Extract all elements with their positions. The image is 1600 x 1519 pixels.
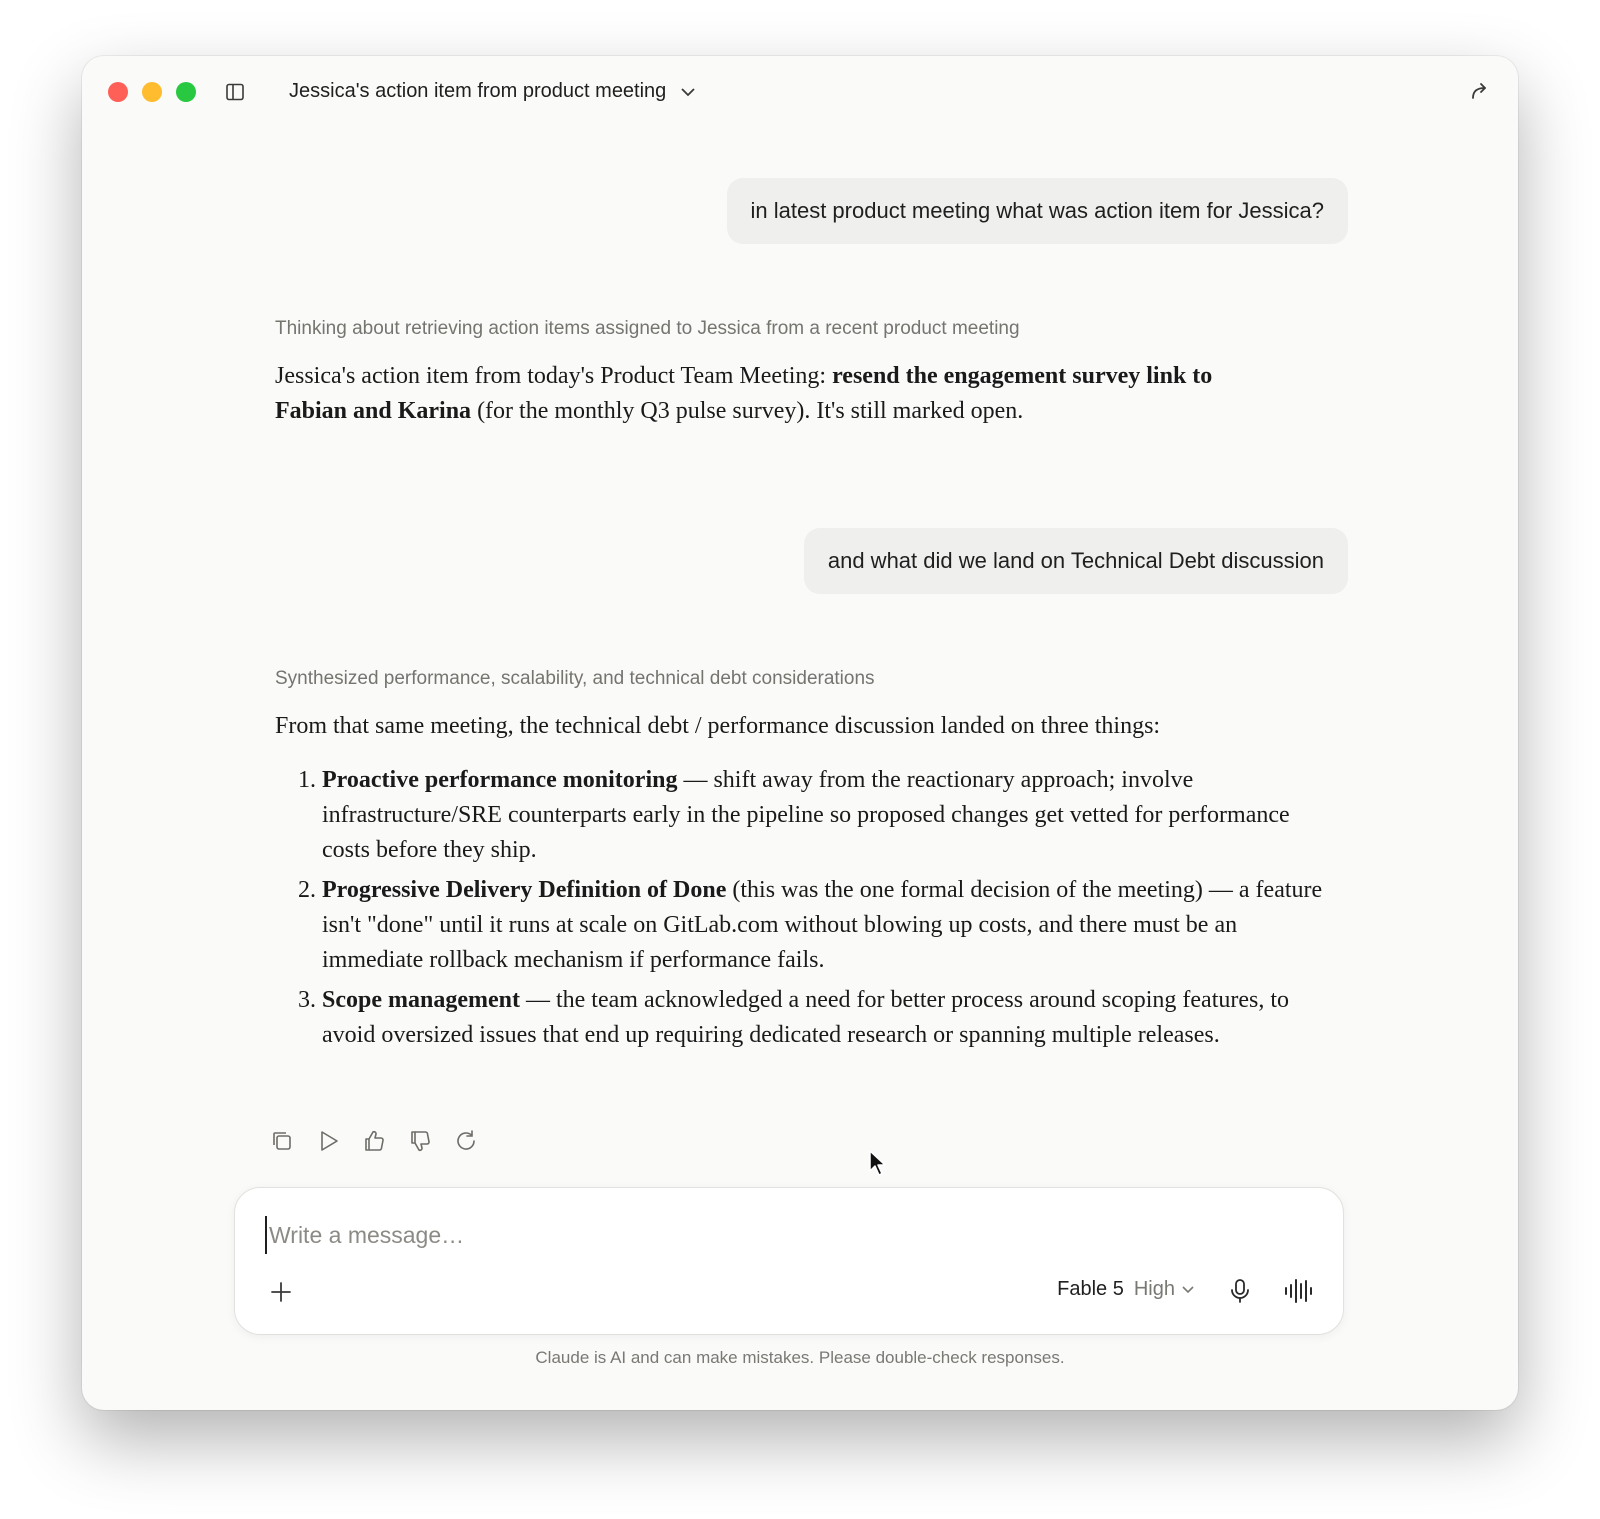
message-actions [270, 1129, 478, 1153]
user-message: in latest product meeting what was action item for Jessica? [727, 178, 1349, 244]
effort-level: High [1133, 1278, 1175, 1300]
thumbs-up-icon[interactable] [362, 1129, 386, 1153]
title-bar [82, 56, 1518, 126]
list-item-title: Proactive performance monitoring [322, 767, 678, 793]
response-bold-text: resend the engagement survey link to Fabian and Karina [275, 363, 1213, 424]
model-name: Fable 5 [1057, 1278, 1124, 1300]
list-item [322, 983, 1332, 1053]
retry-icon[interactable] [454, 1129, 478, 1153]
list-item [322, 763, 1332, 868]
app-window [82, 56, 1518, 1410]
close-window-button[interactable] [108, 82, 128, 102]
message-input[interactable] [265, 1216, 1311, 1254]
response-text: Jessica's action item from today's Product Team Meeting: [275, 363, 833, 389]
response-list [275, 763, 1332, 1058]
list-item-title: Progressive Delivery Definition of Done [322, 877, 727, 903]
list-item [322, 873, 1332, 978]
mouse-cursor-icon [868, 1149, 886, 1177]
chat-title-dropdown[interactable] [289, 80, 696, 103]
chevron-down-icon [1181, 1285, 1195, 1294]
chevron-down-icon [680, 87, 696, 97]
share-icon[interactable] [1468, 80, 1490, 102]
thinking-summary[interactable]: Thinking about retrieving action items assigned to Jessica from a recent product meeting [275, 318, 1020, 339]
sidebar-toggle-icon[interactable] [226, 83, 244, 101]
list-item-text: (this was the one formal decision of the meeting) — a feature isn't "done" until it runs at scale on GitLab.com without blowing up costs, and there must be an immediate rollback mechanism if performance fails. [322, 877, 1323, 973]
voice-mode-icon[interactable] [1283, 1278, 1315, 1304]
thinking-summary[interactable]: Synthesized performance, scalability, and technical debt considerations [275, 668, 875, 689]
add-attachment-icon[interactable] [269, 1280, 293, 1304]
microphone-icon[interactable] [1227, 1278, 1253, 1304]
model-selector[interactable] [1057, 1278, 1195, 1301]
assistant-response [275, 359, 1285, 429]
list-item-title: Scope management [322, 987, 520, 1013]
assistant-response-intro: From that same meeting, the technical debt / performance discussion landed on three things: [275, 713, 1161, 739]
message-composer [234, 1187, 1344, 1335]
user-message: and what did we land on Technical Debt discussion [804, 528, 1348, 594]
minimize-window-button[interactable] [142, 82, 162, 102]
chat-title: Jessica's action item from product meeting [289, 80, 667, 102]
maximize-window-button[interactable] [176, 82, 196, 102]
thumbs-down-icon[interactable] [408, 1129, 432, 1153]
list-item-text: — shift away from the reactionary approach; involve infrastructure/SRE counterparts early in the pipeline so proposed changes get vetted for performance costs before they ship. [322, 767, 1290, 863]
list-item-text: — the team acknowledged a need for better process around scoping features, to avoid oversized issues that end up requiring dedicated research or spanning multiple releases. [322, 987, 1290, 1048]
copy-icon[interactable] [270, 1129, 294, 1153]
disclaimer-text: Claude is AI and can make mistakes. Please double-check responses. [535, 1348, 1065, 1367]
play-icon[interactable] [316, 1129, 340, 1153]
response-text: (for the monthly Q3 pulse survey). It's still marked open. [471, 398, 1024, 424]
